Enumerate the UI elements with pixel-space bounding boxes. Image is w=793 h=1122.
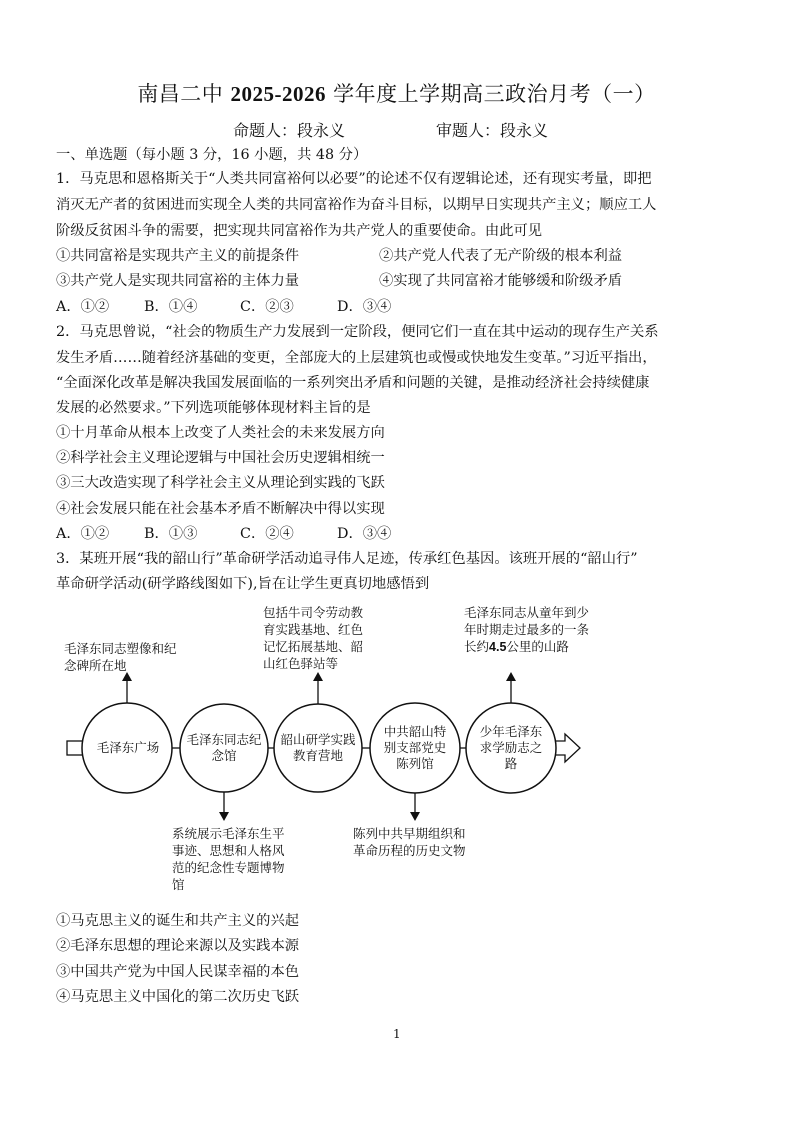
q1-item: ①共同富裕是实现共产主义的前提条件	[56, 248, 300, 264]
q2-stem-line: “全面深化改革是解决我国发展面临的一系列突出矛盾和问题的关键，是推动经济社会持续健康	[56, 375, 650, 391]
note-stop-2: 系统展示毛泽东生平事迹、思想和人格风范的纪念性专题博物馆	[172, 826, 285, 892]
q2-stem-line: 发生矛盾……随着经济基础的变更，全部庞大的上层建筑也或慢或快地发生变革。”习近平指出，	[56, 350, 657, 366]
setter: 命题人：段永义	[233, 121, 346, 140]
route-end-arrow	[555, 734, 580, 762]
q2-stem-line: 发展的必然要求。”下列选项能够体现材料主旨的是	[56, 400, 371, 416]
title-year: 2025-2026	[230, 82, 326, 106]
arrow-down-icon	[219, 812, 229, 821]
route-stop-1-label: 毛泽东广场	[96, 740, 160, 755]
q2-item: ②科学社会主义理论逻辑与中国社会历史逻辑相统一	[56, 450, 385, 466]
note-stop-5: 毛泽东同志从童年到少年时期走过最多的一条长约4.5公里的山路	[464, 605, 590, 654]
q2-choice-d: D．③④	[337, 526, 392, 542]
note-stop-1: 毛泽东同志塑像和纪念碑所在地	[64, 641, 177, 673]
q1-choice-d: D．③④	[337, 299, 392, 315]
section-heading: 一、单选题（每小题 3 分，16 小题，共 48 分）	[56, 147, 368, 163]
route-stop-2-label: 毛泽东同志纪念馆	[186, 732, 262, 763]
q1-item: ③共产党人是实现共同富裕的主体力量	[56, 273, 300, 289]
q2-choice-b: B．①③	[144, 526, 198, 542]
q3-item: ③中国共产党为中国人民谋幸福的本色	[56, 964, 300, 980]
route-stop-5-label: 少年毛泽东求学励志之路	[479, 724, 543, 771]
route-stop-4-label: 中共韶山特别支部党史陈列馆	[383, 724, 447, 771]
q3-stem-line: 革命研学活动(研学路线图如下),旨在让学生更真切地感悟到	[56, 576, 430, 592]
q3-item: ①马克思主义的诞生和共产主义的兴起	[56, 913, 300, 929]
arrow-up-icon	[506, 672, 516, 681]
q2-choice-a: A．①②	[56, 526, 110, 542]
arrow-up-icon	[313, 672, 323, 681]
q1-choice-c: C．②③	[240, 299, 294, 315]
q2-item: ④社会发展只能在社会基本矛盾不断解决中得以实现	[56, 501, 385, 517]
q2-item: ③三大改造实现了科学社会主义从理论到实践的飞跃	[56, 475, 385, 491]
q1-stem-line: 消灭无产者的贫困进而实现全人类的共同富裕作为奋斗目标，以期早日实现共产主义；顺应工人	[56, 197, 657, 213]
q1-item: ②共产党人代表了无产阶级的根本利益	[379, 248, 623, 264]
q3-item: ④马克思主义中国化的第二次历史飞跃	[56, 989, 300, 1005]
q3-item: ②毛泽东思想的理论来源以及实践本源	[56, 938, 300, 954]
title-exam: 学年度上学期高三政治月考（一）	[326, 82, 656, 106]
route-stop-3-label: 韶山研学实践教育营地	[280, 732, 356, 763]
route-start-box	[67, 741, 83, 755]
q2-choice-c: C．②④	[240, 526, 294, 542]
page-number: 1	[393, 1027, 401, 1041]
q1-item: ④实现了共同富裕才能够缓和阶级矛盾	[379, 273, 623, 289]
q1-stem-line: 1．马克思和恩格斯关于“人类共同富裕何以必要”的论述不仅有逻辑论述，还有现实考量，即把	[56, 171, 652, 187]
q1-choice-a: A．①②	[56, 299, 110, 315]
arrow-down-icon	[410, 812, 420, 821]
reviewer: 审题人：段永义	[436, 121, 549, 140]
title-school: 南昌二中	[137, 82, 231, 106]
q2-stem-line: 2．马克思曾说，“社会的物质生产力发展到一定阶段，便同它们一直在其中运动的现存生产关系	[56, 324, 659, 340]
q2-item: ①十月革命从根本上改变了人类社会的未来发展方向	[56, 425, 385, 441]
q1-stem-line: 阶级反贫困斗争的需要，把实现共同富裕作为共产党人的重要使命。由此可见	[56, 223, 543, 239]
q3-stem-line: 3．某班开展“我的韶山行”革命研学活动追寻伟人足迹，传承红色基因。该班开展的“韶山行”	[56, 551, 638, 567]
note-stop-3: 包括牛司令劳动教育实践基地、红色记忆拓展基地、韶山红色驿站等	[263, 605, 364, 671]
note-stop-4: 陈列中共早期组织和革命历程的历史文物	[353, 826, 466, 858]
q1-choice-b: B．①④	[144, 299, 198, 315]
